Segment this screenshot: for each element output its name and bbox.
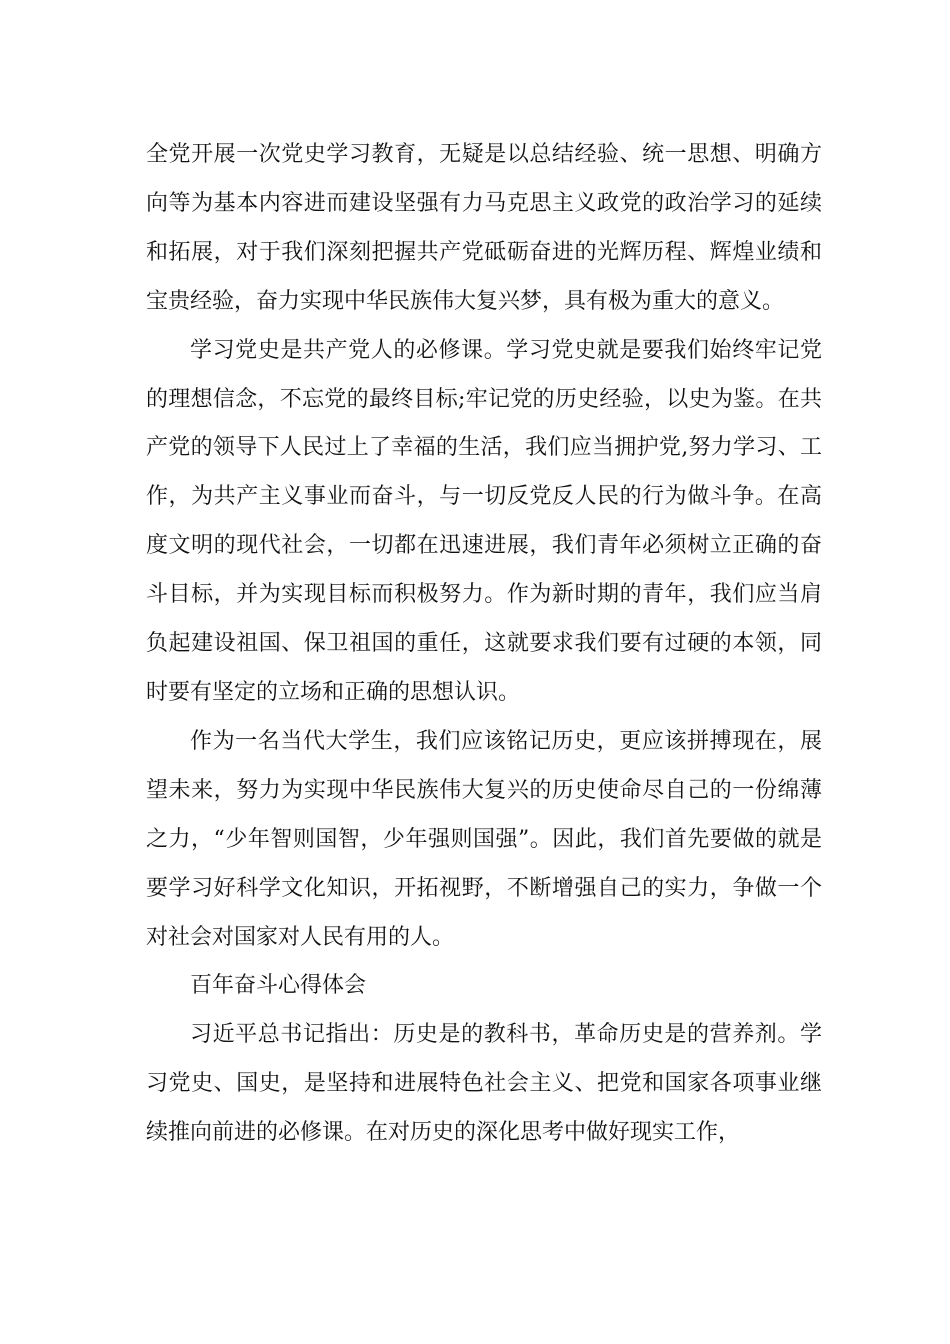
paragraph-2: 学习党史是共产党人的必修课。学习党史就是要我们始终牢记党的理想信念，不忘党的最终目标;牢记党的历史经验，以史为鉴。在共产党的领导下人民过上了幸福的生活，我们应当拥护党,努力学习、工作，为共产主义事业而奋斗，与一切反党反人民的行为做斗争。在高度文明的现代社会，一切都在迅速进展，我们青年必须树立正确的奋斗目标，并为实现目标而积极努力。作为新时期的青年，我们应当肩负起建设祖国、保卫祖国的重任，这就要求我们要有过硬的本领，同时要有坚定的立场和正确的思想认识。 (146, 337, 822, 705)
paragraph-1: 全党开展一次党史学习教育，无疑是以总结经验、统一思想、明确方向等为基本内容进而建设坚强有力马克思主义政党的政治学习的延续和拓展，对于我们深刻把握共产党砥砺奋进的光辉历程、辉煌业绩和宝贵经验，奋力实现中华民族伟大复兴梦，具有极为重大的意义。 (146, 142, 822, 314)
section-heading: 百年奋斗心得体会 (190, 973, 367, 999)
paragraph-4: 习近平总书记指出：历史是的教科书，革命历史是的营养剂。学习党史、国史，是坚持和进展特色社会主义、把党和国家各项事业继续推向前进的必修课。在对历史的深化思考中做好现实工作， (146, 1022, 822, 1146)
document-body (146, 131, 822, 1158)
paragraph-3: 作为一名当代大学生，我们应该铭记历史，更应该拼搏现在，展望未来，努力为实现中华民族伟大复兴的历史使命尽自己的一份绵薄之力，“少年智则国智，少年强则国强”。因此，我们首先要做的就是要学习好科学文化知识，开拓视野，不断增强自己的实力，争做一个对社会对国家对人民有用的人。 (146, 728, 822, 950)
